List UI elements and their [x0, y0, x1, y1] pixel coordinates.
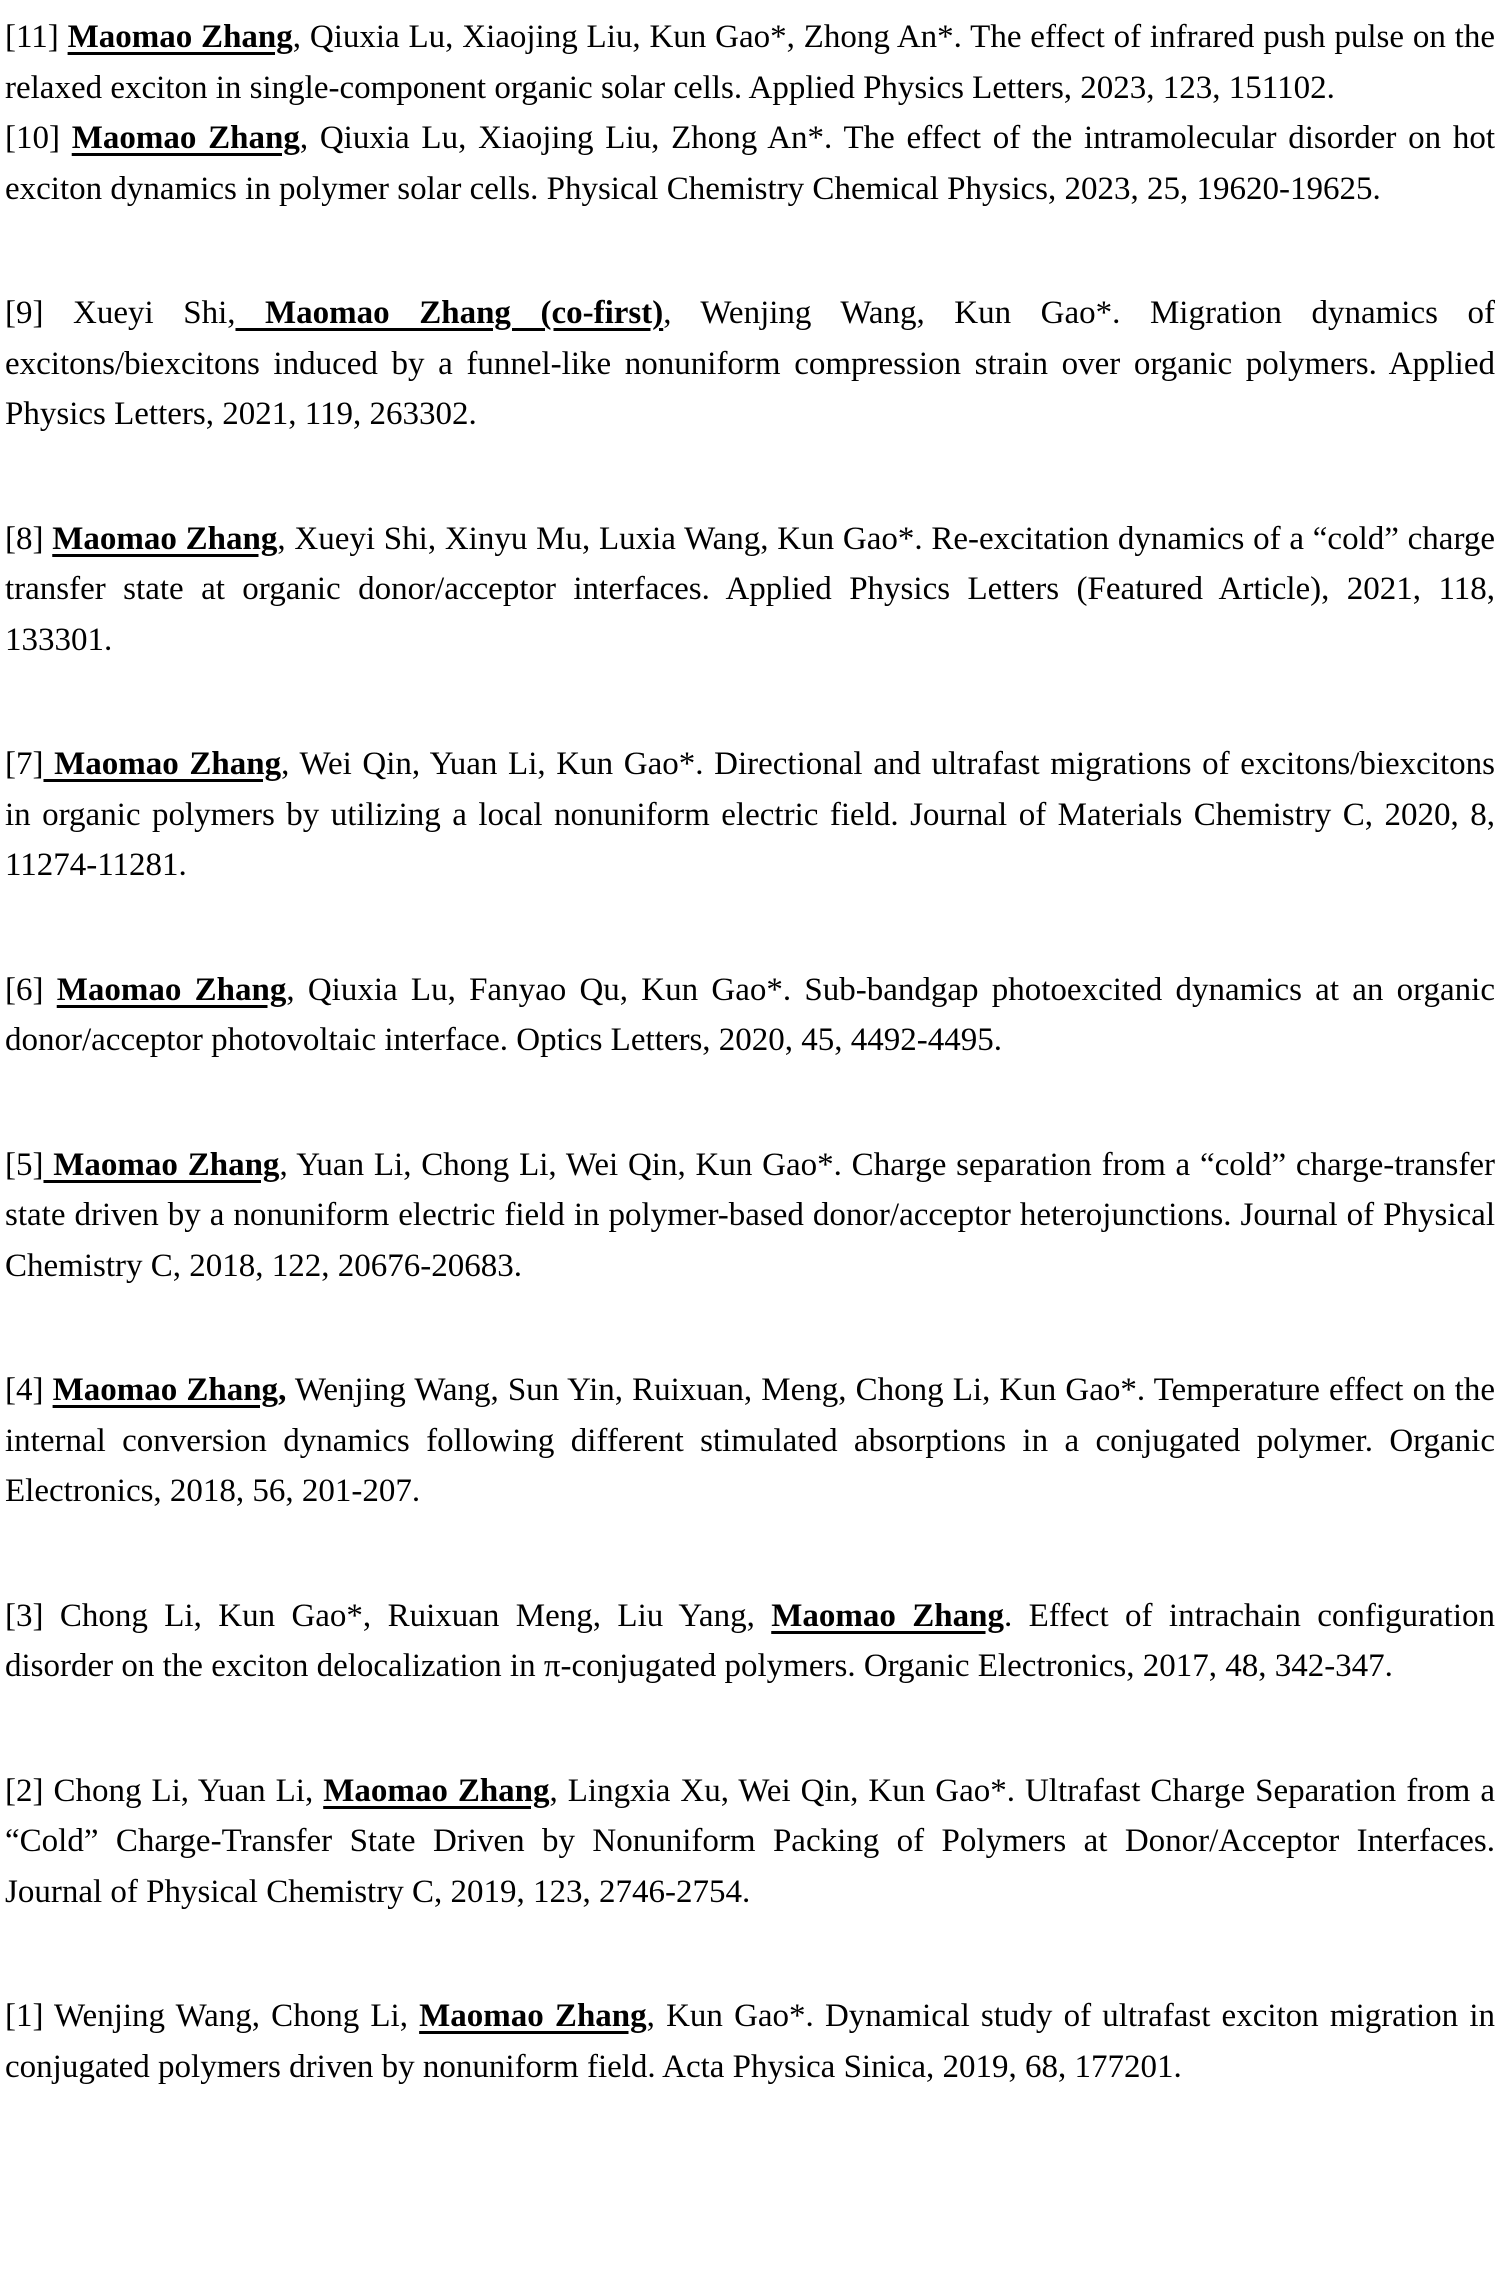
entry-text: [3] Chong Li, Kun Gao*, Ruixuan Meng, Liu Yang, [5, 1597, 772, 1634]
author-name-highlight: Maomao Zhang [71, 120, 300, 156]
entry-text: [4] [5, 1372, 53, 1408]
publication-entry-2 [5, 1766, 1495, 1918]
entry-text: , Qiuxia Lu, Xiaojing Liu, Zhong An*. The effect of the intramolecular disorder on hot exciton dynamics in polymer solar cells. Physical Chemistry Chemical Physics, 2023, 25, 19620-19625. [5, 120, 1495, 207]
publication-entry-5 [5, 1140, 1495, 1292]
entry-text: [10] [5, 120, 72, 156]
entry-text: [6] [5, 971, 57, 1008]
entry-text: , Lingxia Xu, Wei Qin, Kun Gao*. Ultrafast Charge Separation from a “Cold” Charge-Transfer State Driven by Nonuniform Packing of Polymers at Donor/Acceptor Interfaces. Journal of Physical Chemistry C, 2019, 123, 2746-2754. [5, 1772, 1495, 1910]
author-name-highlight: Maomao Zhang [52, 520, 278, 557]
publication-entry-6 [5, 965, 1495, 1066]
author-name-highlight: Maomao Zhang [419, 1998, 647, 2034]
entry-text: [7] [5, 746, 44, 782]
publication-entry-1 [5, 1991, 1495, 2092]
entry-text: , Wenjing Wang, Kun Gao*. Migration dynamics of excitons/biexcitons induced by a funnel-like nonuniform compression strain over organic polymers. Applied Physics Letters, 2021, 119, 263302. [5, 295, 1495, 432]
entry-text: [8] [5, 520, 53, 557]
entry-text: [9] Xueyi Shi, [5, 295, 236, 331]
entry-text: . Effect of intrachain configuration disorder on the exciton delocalization in π-conjugated polymers. Organic Electronics, 2017, 48, 342-347. [5, 1597, 1495, 1684]
publication-entry-7 [5, 739, 1495, 891]
entry-text: Wenjing Wang, Sun Yin, Ruixuan, Meng, Chong Li, Kun Gao*. Temperature effect on the internal conversion dynamics following different stimulated absorptions in a conjugated polymer. Organic Electronics, 2018, 56, 201-207. [5, 1372, 1496, 1509]
author-name-highlight: Maomao Zhang [43, 746, 282, 782]
publication-entry-8 [5, 514, 1495, 666]
entry-text: , Kun Gao*. Dynamical study of ultrafast exciton migration in conjugated polymers driven by nonuniform field. Acta Physica Sinica, 2019, 68, 177201. [5, 1998, 1496, 2085]
entry-text: , Xueyi Shi, Xinyu Mu, Luxia Wang, Kun Gao*. Re-excitation dynamics of a “cold” charge transfer state at organic donor/acceptor interfaces. Applied Physics Letters (Featured Article), 2021, 118, 133301. [5, 520, 1495, 658]
author-name-highlight: Maomao Zhang [56, 971, 287, 1008]
publication-entry-10 [5, 113, 1495, 214]
author-name-highlight: Maomao Zhang [323, 1772, 550, 1809]
publication-entry-3 [5, 1591, 1495, 1692]
entry-text: , Wei Qin, Yuan Li, Kun Gao*. Directional and ultrafast migrations of excitons/biexcitons in organic polymers by utilizing a local nonuniform electric field. Journal of Materials Chemistry C, 2020, 8, 11274-11281. [5, 746, 1495, 883]
author-name-highlight: Maomao Zhang [43, 1146, 280, 1183]
entry-text: , Yuan Li, Chong Li, Wei Qin, Kun Gao*. Charge separation from a “cold” charge-transfer state driven by a nonuniform electric field in polymer-based donor/acceptor heterojunctions. Journal of Physical Chemistry C, 2018, 122, 20676-20683. [5, 1146, 1495, 1284]
author-name-highlight: Maomao Zhang [771, 1597, 1004, 1634]
entry-text: [1] Wenjing Wang, Chong Li, [5, 1998, 420, 2034]
entry-text: , Qiuxia Lu, Xiaojing Liu, Kun Gao*, Zhong An*. The effect of infrared push pulse on the relaxed exciton in single-component organic solar cells. Applied Physics Letters, 2023, 123, 151102. [5, 19, 1495, 106]
entry-text: , Qiuxia Lu, Fanyao Qu, Kun Gao*. Sub-bandgap photoexcited dynamics at an organic donor/acceptor photovoltaic interface. Optics Letters, 2020, 45, 4492-4495. [5, 971, 1495, 1058]
publication-list [5, 12, 1495, 2092]
publication-entry-4 [5, 1365, 1495, 1517]
author-name-highlight: Maomao Zhang [52, 1372, 279, 1408]
entry-text: [5] [5, 1146, 44, 1183]
author-name-highlight: Maomao Zhang [67, 19, 293, 55]
entry-text: [11] [5, 19, 68, 55]
entry-text: [2] Chong Li, Yuan Li, [5, 1772, 324, 1809]
entry-text: , [278, 1372, 287, 1408]
publication-entry-11 [5, 12, 1495, 113]
author-name-highlight: Maomao Zhang (co-first) [235, 295, 664, 331]
publication-entry-9 [5, 288, 1495, 440]
